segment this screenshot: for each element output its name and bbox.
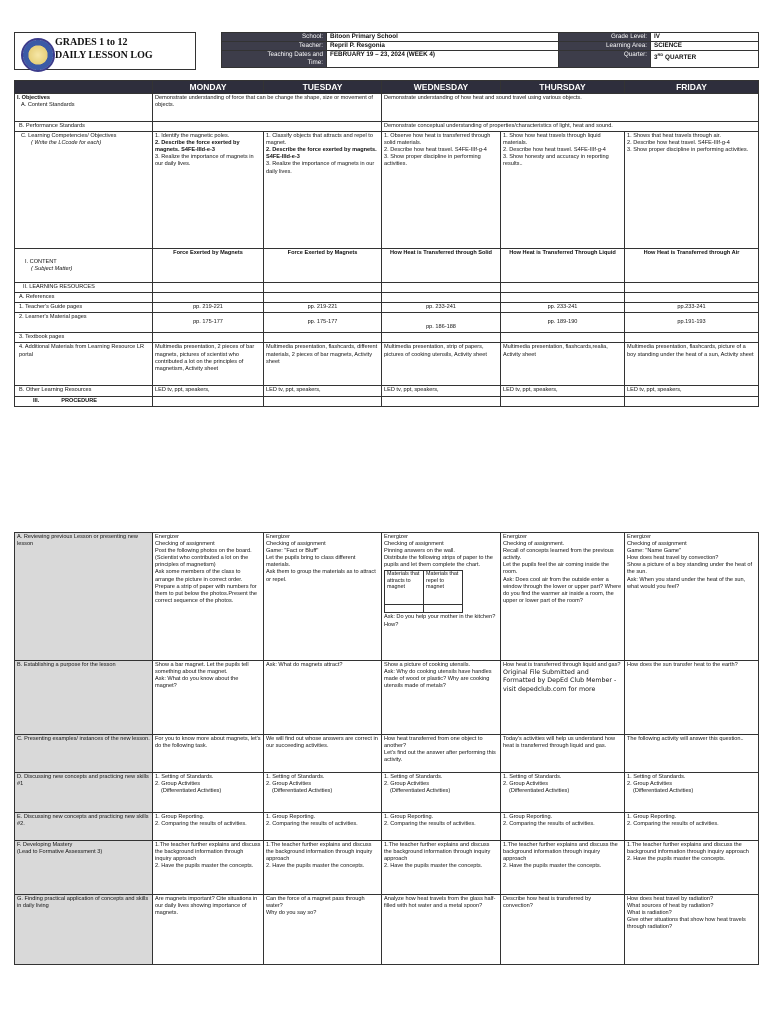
empty-cell: [501, 396, 625, 406]
empty-cell: [264, 396, 382, 406]
chart-attracts-cell: [385, 605, 424, 613]
text-line: 2. Group Activities: [503, 781, 549, 788]
references-label: A. References: [15, 293, 153, 303]
day-wednesday: WEDNESDAY: [382, 81, 501, 94]
procedure-numeral: III.: [33, 397, 40, 404]
learning-resources-label: II. LEARNING RESOURCES: [15, 283, 153, 293]
teaching-dates-label-line2: Time:: [307, 59, 323, 66]
text-line: Game: "Name Game": [627, 548, 682, 555]
text-line: 2. Comparing the results of activities.: [627, 821, 719, 828]
text-line: 1. Setting of Standards.: [384, 774, 443, 780]
text-line: 2. Group Activities: [627, 781, 673, 788]
text-line: 1. Group Reporting.: [384, 814, 434, 820]
application-thursday: Describe how heat is transferred by convection?: [501, 895, 625, 965]
empty-cell: [382, 396, 501, 406]
text-line: 2. Group Activities: [266, 781, 312, 788]
comp-line: 3. Show proper discipline in performing activities.: [384, 154, 481, 168]
empty-cell: [153, 283, 264, 293]
content-friday: How Heat is Transferred through Air: [625, 249, 759, 283]
text-line: Let the pupils bring to class different materials.: [266, 555, 356, 569]
mastery-tuesday: 1.The teacher further explains and discuss the background information through inquiry approach 2. Have the pupils master the concepts.: [264, 841, 382, 895]
mastery-friday: 1.The teacher further explains and discuss the background information through inquiry approach 2. Have the pupils master the concepts.: [625, 841, 759, 895]
teaching-dates-label-line1: Teaching Dates and: [267, 51, 323, 58]
examples-monday: For you to know more about magnets, let's do the following task.: [153, 735, 264, 773]
concepts2-monday: [153, 813, 264, 841]
comp-line: 1. Observe how heat is transferred through solid materials.: [384, 133, 491, 147]
text-line: Distribute the following strips of paper to the pupils and let them complete the chart.: [384, 555, 493, 569]
quarter-value: [651, 51, 759, 68]
other-resources-wednesday: LED tv, ppt, speakers,: [382, 386, 501, 396]
comp-line: 2. Describe the force exerted by magnets. S4FE-IIId-e-3: [266, 147, 377, 161]
text-line: 2. Comparing the results of activities.: [384, 821, 476, 828]
comp-line: 2. Describe how heat travel. S4FE-IIIf-g-4: [503, 147, 606, 154]
content-wednesday: How Heat is Transferred through Solid: [382, 249, 501, 283]
comp-line: 3. Realize the importance of magnets in our daily lives.: [266, 161, 375, 175]
text-line: 1. Setting of Standards.: [627, 774, 686, 780]
concepts1-wednesday: [382, 773, 501, 813]
competencies-friday: [625, 132, 759, 249]
text-line: (Differentiated Activities): [633, 788, 694, 795]
objectives-heading: [15, 94, 153, 122]
examples-tuesday: We will find out whose answers are correct in our succeeding activities.: [264, 735, 382, 773]
review-wednesday: [382, 533, 501, 661]
text-line: Energizer: [503, 534, 527, 540]
competencies-tuesday: [264, 132, 382, 249]
tg-pages-monday: pp. 219-221: [153, 303, 264, 313]
text-line: Recall of concepts learned from the previous activity.: [503, 548, 614, 562]
concepts1-label: D. Discussing new concepts and practicing new skills #1: [15, 773, 153, 813]
application-tuesday: Can the force of a magnet pass through water? Why do you say so?: [264, 895, 382, 965]
teachers-guide-label: 1. Teacher's Guide pages: [15, 303, 153, 313]
text-line: (Differentiated Activities): [509, 788, 570, 795]
review-tuesday: [264, 533, 382, 661]
mastery-wednesday: 1.The teacher further explains and discuss the background information through inquiry approach 2. Have the pupils master the concepts.: [382, 841, 501, 895]
purpose-wednesday: Show a picture of cooking utensils. Ask: Why do cooking utensils have handles made of wood or plastic? Why are cooking utensils made of metals?: [382, 661, 501, 735]
review-friday: [625, 533, 759, 661]
grade-level-label: Grade Level:: [559, 33, 651, 42]
competencies-note: ( Write the LCcode for each): [31, 140, 102, 147]
teaching-dates-label: [222, 51, 327, 68]
text-line: Checking of assignment: [155, 541, 215, 548]
text-line: Post the following photos on the board. (Scientist who contributed a lot on the principles of magnetism): [155, 548, 252, 569]
competencies-thursday: [501, 132, 625, 249]
textbook-pages-label: 3. Textbook pages: [15, 333, 153, 343]
day-tuesday: TUESDAY: [264, 81, 382, 94]
application-monday: Are magnets important? Cite situations in our daily lives showing importance of magnets.: [153, 895, 264, 965]
comp-line: 1. Identify the magnetic poles.: [155, 133, 230, 140]
purpose-monday: Show a bar magnet. Let the pupils tell something about the magnet. Ask: What do you know about the magnet?: [153, 661, 264, 735]
text-line: Energizer: [266, 534, 290, 540]
empty-cell: [153, 293, 264, 303]
concepts1-tuesday: [264, 773, 382, 813]
concepts2-thursday: [501, 813, 625, 841]
empty-cell: [625, 396, 759, 406]
procedure-label-cell: [15, 396, 153, 406]
school-value: Bitoon Primary School: [327, 33, 559, 42]
comp-line: 2. Describe how heat travel. S4FE-IIIf-g-4: [384, 147, 487, 154]
chart-repel-cell: [424, 605, 463, 613]
text-line: Pinning answers on the wall.: [384, 548, 455, 555]
materials-monday: Multimedia presentation, 2 pieces of bar magnets, pictures of scientist who contributed a lot on the principles of magnetism, Activity sheet: [153, 343, 264, 386]
text-line: 2. Group Activities: [384, 781, 430, 788]
procedure-table: [14, 532, 759, 965]
empty-cell: [501, 333, 625, 343]
text-line: 1. Group Reporting.: [155, 814, 205, 820]
other-resources-tuesday: LED tv, ppt, speakers,: [264, 386, 382, 396]
lm-pages-wednesday: pp. 186-188: [382, 313, 501, 333]
purpose-label: B. Establishing a purpose for the lesson: [15, 661, 153, 735]
comp-line: 2. Describe the force exerted by magnets. S4FE-IIId-e-3: [155, 140, 240, 154]
quarter-number: 3: [654, 54, 658, 62]
content-standards-wed-fri: Demonstrate understanding of how heat and sound travel using various objects.: [382, 94, 759, 122]
chart-repel-header: Materials that repel to magnet: [424, 571, 463, 605]
text-line: Checking of assignment: [627, 541, 687, 548]
empty-cell: [264, 293, 382, 303]
content-monday: Force Exerted by Magnets: [153, 249, 264, 283]
text-line: (Differentiated Activities): [161, 788, 222, 795]
quarter-text: QUARTER: [663, 54, 697, 62]
empty-cell: [625, 283, 759, 293]
concepts2-friday: [625, 813, 759, 841]
mastery-sublabel: (Lead to Formative Assessment 3): [17, 849, 103, 856]
content-standards-mon-tue: Demonstrate understanding of force that can be change the shape, size or movement of objects.: [153, 94, 382, 122]
lm-pages-monday: pp. 175-177: [153, 313, 264, 333]
corner-cell: [15, 81, 153, 94]
competencies-label: C. Learning Competencies/ Objectives: [21, 133, 117, 140]
other-resources-friday: LED tv, ppt, speakers,: [625, 386, 759, 396]
deped-seal-icon: [21, 38, 55, 72]
performance-standards-mon-tue: [153, 122, 382, 132]
tg-pages-tuesday: pp. 219-221: [264, 303, 382, 313]
mastery-label-cell: [15, 841, 153, 895]
concepts1-monday: [153, 773, 264, 813]
day-thursday: THURSDAY: [501, 81, 625, 94]
concepts1-thursday: [501, 773, 625, 813]
empty-cell: [153, 333, 264, 343]
text-line: 2. Comparing the results of activities.: [266, 821, 358, 828]
text-line: 1. Group Reporting.: [503, 814, 553, 820]
magnet-chart: [384, 570, 463, 613]
mastery-label: F. Developing Mastery: [17, 842, 73, 848]
lower-section: [14, 532, 758, 965]
text-line: Checking of assignment.: [503, 541, 565, 548]
comp-line: 3. Show proper discipline in performing activities.: [627, 147, 749, 154]
application-label: G. Finding practical application of concepts and skills in daily living: [15, 895, 153, 965]
examples-wednesday: How heat transferred from one object to another? Let's find out the answer after performing this activity.: [382, 735, 501, 773]
title-box: [14, 32, 196, 70]
text-line: How does heat travel by convection?: [627, 555, 719, 562]
application-friday: How does heat travel by radiation? What sources of heat by radiation? What is radiation? Give other situations that show how heat travels through radiation?: [625, 895, 759, 965]
text-line: 1. Group Reporting.: [266, 814, 316, 820]
text-line: 1. Setting of Standards.: [503, 774, 562, 780]
materials-wednesday: Multimedia presentation, strip of papers, pictures of cooking utensils, Activity sheet: [382, 343, 501, 386]
text-line: 2. Comparing the results of activities.: [155, 821, 247, 828]
tg-pages-wednesday: pp. 233-241: [382, 303, 501, 313]
content-tuesday: Force Exerted by Magnets: [264, 249, 382, 283]
empty-cell: [625, 293, 759, 303]
text-line: Ask: Does cool air from the outside enter a window through the lower or upper part? Where do you find the warmer air inside a room, the upper or lower part of the room?: [503, 576, 622, 604]
day-monday: MONDAY: [153, 81, 264, 94]
text-line: 2. Group Activities: [155, 781, 201, 788]
comp-line: 2. Describe how heat travel. S4FE-IIIf-g-4: [627, 140, 730, 147]
review-thursday: [501, 533, 625, 661]
learning-area-value: SCIENCE: [651, 42, 759, 51]
examples-thursday: Today's activities will help us understand how heat is transferred through liquid and gas.: [501, 735, 625, 773]
concepts2-tuesday: [264, 813, 382, 841]
purpose-thursday: [501, 661, 625, 735]
text-line: 1. Group Reporting.: [627, 814, 677, 820]
empty-cell: [264, 283, 382, 293]
text-line: Energizer: [384, 534, 408, 540]
materials-friday: Multimedia presentation, flashcards, picture of a boy standing under the heat of a sun, Activity sheet: [625, 343, 759, 386]
empty-cell: [382, 293, 501, 303]
upper-section: [14, 80, 758, 407]
text-line: How heat is transferred through liquid and gas?: [503, 662, 621, 668]
lm-pages-tuesday: pp. 175-177: [264, 313, 382, 333]
procedure-label: PROCEDURE: [61, 397, 97, 404]
quarter-label: Quarter:: [559, 51, 651, 68]
depedclub-watermark: Original File Submitted and Formatted by DepEd Club Member - visit depedclub.com for more: [503, 669, 617, 693]
header-info-table: [221, 32, 759, 68]
empty-cell: [382, 283, 501, 293]
lesson-log-header: [14, 32, 758, 70]
comp-line: 1. Show how heat travels through liquid materials.: [503, 133, 601, 147]
other-resources-label: B. Other Learning Resources: [15, 386, 153, 396]
comp-line: 1. Classify objects that attracts and repel to magnet.: [266, 133, 373, 147]
empty-cell: [382, 333, 501, 343]
examples-label: C. Presenting examples/ instances of the new lesson.: [15, 735, 153, 773]
competencies-monday: [153, 132, 264, 249]
school-label: School:: [222, 33, 327, 42]
text-line: 1. Setting of Standards.: [155, 774, 214, 780]
content-label-cell: [15, 249, 153, 283]
text-line: 1. Setting of Standards.: [266, 774, 325, 780]
quarter-suffix: RD: [657, 52, 664, 57]
text-line: Energizer: [627, 534, 651, 540]
empty-cell: [264, 333, 382, 343]
materials-thursday: Multimedia presentation, flashcards,realia, Activity sheet: [501, 343, 625, 386]
concepts2-wednesday: [382, 813, 501, 841]
content-note: ( Subject Matter): [31, 265, 73, 272]
text-line: Show a picture of a boy standing under the heat of the sun.: [627, 562, 753, 576]
title-grades: GRADES 1 to 12: [55, 37, 128, 48]
objectives-label: I. Objectives: [17, 95, 50, 101]
lm-pages-thursday: pp. 189-190: [501, 313, 625, 333]
empty-cell: [501, 283, 625, 293]
text-line: (Differentiated Activities): [390, 788, 451, 795]
teaching-dates-value: FEBRUARY 19 – 23, 2024 (WEEK 4): [327, 51, 559, 68]
other-resources-monday: LED tv, ppt, speakers,: [153, 386, 264, 396]
text-line: Energizer: [155, 534, 179, 540]
concepts2-label: E. Discussing new concepts and practicing new skills #2.: [15, 813, 153, 841]
materials-tuesday: Multimedia presentation, flashcards, different materials, 2 pieces of bar magnets, Activity sheet: [264, 343, 382, 386]
comp-line: 1. Shows that heat travels through air.: [627, 133, 721, 140]
performance-standards-wed-fri: Demonstrate conceptual understanding of properties/characteristics of light, heat and sound.: [382, 122, 759, 132]
purpose-friday: How does the sun transfer heat to the earth?: [625, 661, 759, 735]
empty-cell: [501, 293, 625, 303]
learners-material-label: 2. Learner's Material pages: [15, 313, 153, 333]
mastery-thursday: 1.The teacher further explains and discuss the background information through inquiry approach 2. Have the pupils master the concepts.: [501, 841, 625, 895]
additional-materials-label: 4. Additional Materials from Learning Resource LR portal: [15, 343, 153, 386]
tg-pages-thursday: pp. 233-241: [501, 303, 625, 313]
text-line: 2. Comparing the results of activities.: [503, 821, 595, 828]
comp-line: 3. Realize the importance of magnets in our daily lives.: [155, 154, 254, 168]
chart-attracts-header: Materials that attracts to magnet: [385, 571, 424, 605]
concepts1-friday: [625, 773, 759, 813]
content-label: I. CONTENT: [25, 258, 57, 265]
text-line: Ask: When you stand under the heat of the sun, what would you feel?: [627, 576, 746, 590]
text-line: Ask them to group the materials as to attract or repel.: [266, 569, 376, 583]
text-line: Ask some members of the class to arrange the picture in correct order. Prepare a strip of paper with numbers for them to put below the photos.Present the correct sequence of the photos.: [155, 569, 257, 604]
objectives-resources-table: [14, 80, 759, 407]
competencies-label-cell: [15, 132, 153, 249]
purpose-tuesday: Ask: What do magnets attract?: [264, 661, 382, 735]
teacher-value: Repril P. Resgonia: [327, 42, 559, 51]
grade-level-value: IV: [651, 33, 759, 42]
text-line: (Differentiated Activities): [272, 788, 333, 795]
text-line: Let the pupils feel the air coming inside the room.: [503, 562, 610, 576]
text-line: Checking of assignment: [384, 541, 444, 548]
content-thursday: How Heat is Transferred Through Liquid: [501, 249, 625, 283]
content-standards-label: A. Content Standards: [21, 102, 75, 109]
lm-pages-friday: pp.191-193: [625, 313, 759, 333]
text-line: Ask: Do you help your mother in the kitchen? How?: [384, 614, 496, 628]
text-line: Game: "Fact or Bluff": [266, 548, 319, 555]
performance-standards-label: B. Performance Standards: [15, 122, 153, 132]
empty-cell: [153, 396, 264, 406]
examples-friday: The following activity will answer this question..: [625, 735, 759, 773]
mastery-monday: 1.The teacher further explains and discuss the background information through inquiry approach 2. Have the pupils master the concepts.: [153, 841, 264, 895]
empty-cell: [625, 333, 759, 343]
teacher-label: Teacher:: [222, 42, 327, 51]
learning-area-label: Learning Area:: [559, 42, 651, 51]
text-line: Checking of assignment: [266, 541, 326, 548]
day-friday: FRIDAY: [625, 81, 759, 94]
review-label: A. Reviewing previous Lesson or presenting new lesson: [15, 533, 153, 661]
other-resources-thursday: LED tv, ppt, speakers,: [501, 386, 625, 396]
application-wednesday: Analyze how heat travels from the glass half-filled with hot water and a metal spoon?: [382, 895, 501, 965]
title-daily-lesson-log: DAILY LESSON LOG: [55, 50, 153, 61]
competencies-wednesday: [382, 132, 501, 249]
tg-pages-friday: pp.233-241: [625, 303, 759, 313]
comp-line: 3. Show honesty and accuracy in reporting results..: [503, 154, 609, 168]
review-monday: [153, 533, 264, 661]
